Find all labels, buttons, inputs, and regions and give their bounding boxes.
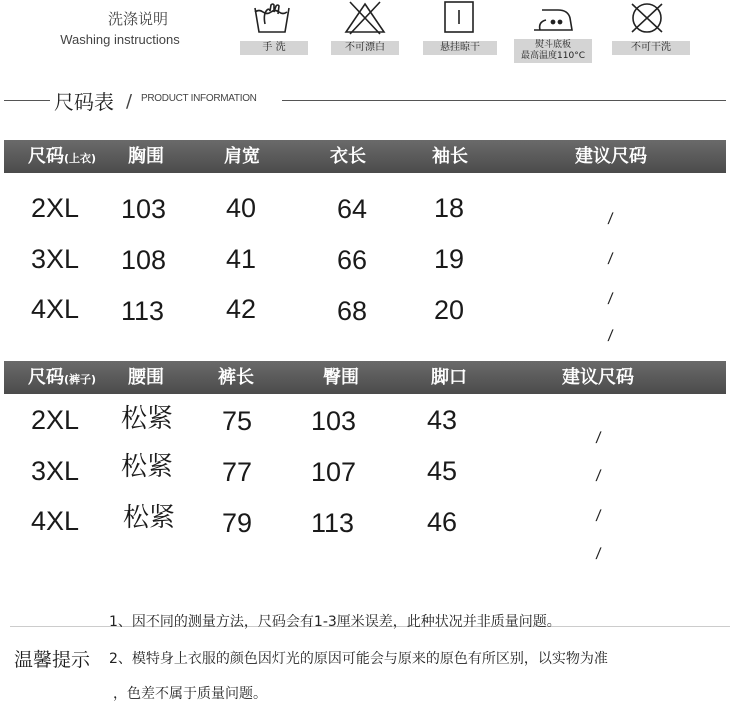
bottom-row-1-hip: 103: [311, 406, 357, 436]
top-row-1-suggest: /: [606, 211, 614, 228]
bottom-row-1-suggest: /: [594, 430, 602, 447]
bottom-header-hip: 臀围: [323, 367, 359, 388]
bottom-row-2-hem: 45: [427, 456, 458, 486]
top-header-sleeve: 袖长: [432, 146, 468, 167]
top-row-2-shoulder: 41: [226, 244, 257, 274]
note-line-3: ，色差不属于质量问题。: [113, 686, 267, 702]
bottom-extra-suggest: /: [594, 546, 602, 563]
notes-label: 温馨提示: [14, 649, 91, 671]
top-header-size: [28, 140, 96, 175]
bottom-row-2-waist: 松紧: [121, 452, 174, 482]
bottom-row-1-hem: 43: [427, 405, 458, 435]
bottom-row-2-suggest: /: [594, 468, 602, 485]
bottom-row-2-hip: 107: [311, 457, 357, 487]
bottom-row-3-waist: 松紧: [123, 503, 176, 533]
bottom-row-3-length: 79: [222, 508, 253, 538]
top-row-1-chest: 103: [121, 194, 167, 224]
bottom-row-3-size: 4XL: [31, 506, 80, 536]
bottom-header-size: [28, 361, 96, 396]
bottom-header-size-note: (裤子): [64, 373, 97, 386]
note-line-2: 2、模特身上衣服的颜色因灯光的原因可能会与原来的原色有所区别，以实物为准: [109, 651, 608, 667]
top-row-3-shoulder: 42: [226, 294, 257, 324]
top-row-2-chest: 108: [121, 245, 167, 275]
bottom-row-2-size: 3XL: [31, 456, 80, 486]
top-row-3-length: 68: [337, 296, 368, 326]
no-dry-clean-label: 不可干洗: [612, 41, 690, 55]
iron-label-line2: 最高温度110°C: [521, 51, 585, 61]
top-table-header: [4, 140, 726, 173]
top-row-3-suggest: /: [606, 291, 614, 308]
top-row-2-sleeve: 19: [434, 244, 465, 274]
top-header-suggest: 建议尺码: [575, 146, 647, 167]
no-bleach-icon: [342, 0, 388, 36]
iron-label-line1: 熨斗底板: [534, 40, 571, 50]
top-row-2-size: 3XL: [31, 244, 80, 274]
size-chart-title: 尺码表: [54, 90, 114, 114]
top-row-1-length: 64: [337, 194, 368, 224]
top-header-length: 衣长: [330, 146, 366, 167]
bottom-row-1-size: 2XL: [31, 405, 80, 435]
top-row-1-size: 2XL: [31, 193, 80, 223]
top-row-3-chest: 113: [121, 296, 165, 326]
size-chart-subtitle: PRODUCT INFORMATION: [141, 93, 257, 104]
bottom-row-3-hem: 46: [427, 507, 458, 537]
hang-dry-icon: [436, 0, 482, 36]
top-header-size-label: 尺码: [28, 146, 64, 167]
bottom-row-3-hip: 113: [311, 508, 355, 538]
iron-label: [514, 39, 592, 63]
no-dry-clean-icon: [624, 0, 670, 36]
note-line-1: 1、因不同的测量方法，尺码会有1-3厘米误差，此种状况并非质量问题。: [109, 614, 561, 630]
heading-rule-left: [4, 100, 50, 101]
iron-icon: [530, 0, 576, 36]
no-bleach-label: 不可漂白: [331, 41, 399, 55]
top-header-shoulder: 肩宽: [224, 146, 260, 167]
bottom-header-hem: 脚口: [431, 367, 467, 388]
washing-title: 洗涤说明: [107, 10, 168, 28]
top-extra-suggest: /: [606, 328, 614, 345]
top-row-2-length: 66: [337, 245, 368, 275]
bottom-header-size-label: 尺码: [28, 367, 64, 388]
bottom-table-header: [4, 361, 726, 394]
top-row-3-sleeve: 20: [434, 295, 465, 325]
top-row-2-suggest: /: [606, 251, 614, 268]
hand-wash-label: 手 洗: [240, 41, 308, 55]
top-row-1-shoulder: 40: [226, 193, 257, 223]
hand-wash-icon: [249, 0, 295, 36]
bottom-header-suggest: 建议尺码: [562, 367, 634, 388]
washing-subtitle: Washing instructions: [60, 32, 180, 47]
bottom-row-1-length: 75: [222, 406, 253, 436]
top-header-chest: 胸围: [128, 146, 164, 167]
heading-slash: /: [126, 91, 133, 112]
bottom-row-2-length: 77: [222, 457, 253, 487]
bottom-header-length: 裤长: [218, 367, 254, 388]
bottom-row-1-waist: 松紧: [121, 404, 174, 434]
heading-rule-right: [282, 100, 726, 101]
top-row-3-size: 4XL: [31, 294, 80, 324]
top-row-1-sleeve: 18: [434, 193, 465, 223]
hang-dry-label: 悬挂晾干: [423, 41, 497, 55]
bottom-header-waist: 腰围: [128, 367, 164, 388]
bottom-row-3-suggest: /: [594, 508, 602, 525]
top-header-size-note: (上衣): [64, 152, 97, 165]
